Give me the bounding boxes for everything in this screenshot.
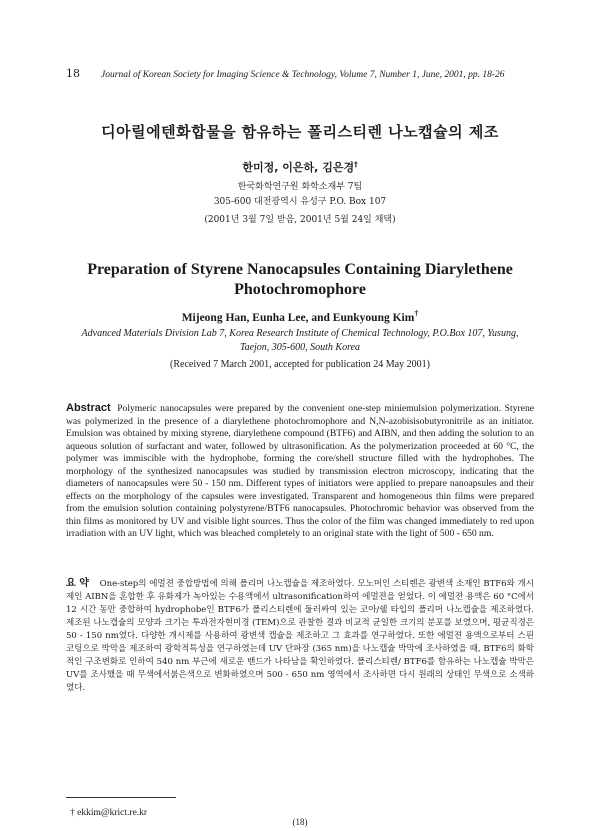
english-corresponding-author-mark: †: [414, 309, 419, 318]
running-head: [66, 67, 505, 80]
korean-affiliation-line-1: 한국화학연구원 화학소재부 7팀: [237, 182, 363, 192]
korean-title: 디아릴에텐화합물을 함유하는 폴리스티렌 나노캡슐의 제조: [101, 123, 499, 141]
korean-affiliation-line-2: 305-600 대전광역시 유성구 P.O. Box 107: [213, 197, 387, 207]
footnote-divider: [66, 797, 176, 798]
english-author-names: Mijeong Han, Eunha Lee, and Eunkyoung Kim: [181, 311, 415, 324]
footnote-email: † ekkim@krict.re.kr: [70, 808, 148, 818]
korean-abstract: [66, 577, 534, 695]
footer-page-number: (18): [292, 817, 308, 827]
korean-received-date: (2001년 3월 7일 받음, 2001년 5월 24일 채택): [204, 215, 396, 225]
page-number: 18: [66, 67, 80, 80]
corresponding-author-mark: †: [354, 160, 358, 169]
abstract-label: Abstract: [66, 402, 111, 414]
english-authors: [0, 309, 600, 324]
korean-abstract-text: One-step의 에멀젼 중합방법에 의해 폴리머 나노캡슐을 제조하였다. 모노머인 스티렌은 광변색 소재인 BTF6와 개시제인 AIBN을 혼합한 후 유화제가 녹아있는 수용액에서 ultrasonification하여 에멀젼을 얻었다. 이 에멀젼 용액은 60 °C에서 12 시간 동안 중합하여 hydrophobe인 BTF6가 폴리스티렌에 둘러싸여 있는 코아/쉘 타입의 폴리머 나노캡슐을 제조하였다. 제조된 나노캡슐의 모양과 크기는 투과전자현미경 (TEM)으로 관찰한 결과 비교적 균일한 크기의 분포를 보였으며, 평균직경은 50 - 150 nm였다. 다양한 개시제를 사용하여 광변색 캡슐을 제조하고 그 효과를 연구하였다. 또한 에멀젼 용액으로부터 스핀코팅으로 박막을 제조하여 광학적특성을 연구하였는데 UV 단파장 (365 nm)을 나노캡슐 박막에 조사하였을 때, BTF6의 화학적인 구조변화로 인하여 540 nm 부근에 새로운 밴드가 나타남을 확인하였다. 폴리스티렌/ BTF6를 함유하는 나노캡슐 박막은 UV를 조사했을 때 무색에서붉은색으로 변화하였으며 500 - 650 nm 영역에서 조사하면 다시 원래의 상태인 무색으로 소색하였다.: [66, 579, 534, 693]
english-received-date: (Received 7 March 2001, accepted for publication 24 May 2001): [170, 359, 430, 370]
korean-abstract-label: 요 약: [66, 578, 89, 589]
korean-authors: [0, 159, 600, 175]
abstract-text: Polymeric nanocapsules were prepared by the convenient one-step miniemulsion polymerization. Styrene was polymerized in the presence of a diarylethene photochromophore and N,N-azobisisobutyronitrile as an initiator. Emulsion was obtained by mixing styrene, diarylethene compound (BTF6) and AIBN, and then adding the solution to an aqueous solution of surfactant and water, followed by ultrasonification. As the polymerization proceeded at 60 °C, the polymer was immiscible with the hydrophobe, forming the core/shell structure filled with the hydrophobes. The morphology of the synthesized nanocapsules was studied by transmission electron microscopy, indicating that the diameters of nanocapsules were 50 - 150 nm. Different types of initiators were applied to prepare nanoapsules and their effects on the morphology of the capsules were investigated. Transparent and homogeneous thin films were prepared from the emulsion solution containing polystyrene/BTF6 nanocapsules. Photochromic behavior was observed from the thin films as monitored by UV and visible light sources. Thus the color of the film was changed immediately to red upon irradiation with an UV light, which was bleached completely to an original state with the light of 500 - 650 nm.: [66, 403, 534, 539]
korean-author-names: 한미정, 이은하, 김은경: [242, 161, 355, 174]
english-affiliation: Advanced Materials Division Lab 7, Korea Research Institute of Chemical Technology, P.O.Box 107, Yusung, Taejon, 305-600, South Korea: [81, 328, 519, 353]
journal-citation: Journal of Korean Society for Imaging Science & Technology, Volume 7, Number 1, June, 2001, pp. 18-26: [101, 70, 505, 80]
english-abstract: [66, 402, 534, 541]
english-title: Preparation of Styrene Nanocapsules Containing Diarylethene Photochromophore: [87, 261, 513, 298]
